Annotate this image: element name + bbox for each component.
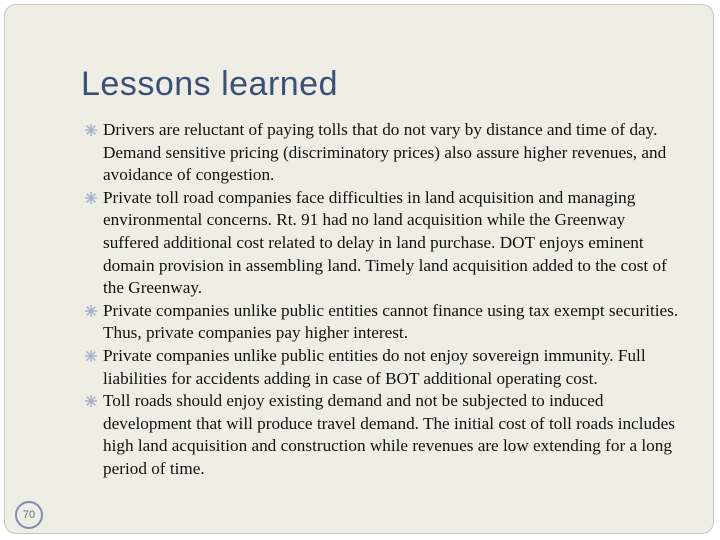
sun-flower-bullet-icon bbox=[85, 395, 97, 407]
sun-flower-bullet-icon bbox=[85, 305, 97, 317]
sun-flower-bullet-icon bbox=[85, 350, 97, 362]
slide bbox=[4, 4, 714, 534]
bullet-list bbox=[85, 119, 685, 481]
sun-flower-bullet-icon bbox=[85, 124, 97, 136]
page-number-badge bbox=[15, 501, 43, 529]
bullet-item bbox=[85, 300, 685, 345]
bullet-text: Private companies unlike public entities cannot finance using tax exempt securities. Thus, private companies pay higher interest. bbox=[103, 300, 679, 343]
page-number: 70 bbox=[22, 509, 36, 521]
bullet-text: Private toll road companies face difficulties in land acquisition and managing environmental concerns. Rt. 91 had no land acquisition while the Greenway suffered additional cost related to delay in land purchase. DOT enjoys eminent domain provision in assembling land. Timely land acquisition added to the cost of the Greenway. bbox=[103, 187, 667, 298]
bullet-item bbox=[85, 119, 685, 187]
bullet-text: Private companies unlike public entities do not enjoy sovereign immunity. Full liabilities for accidents adding in case of BOT additional operating cost. bbox=[103, 345, 646, 388]
bullet-text: Toll roads should enjoy existing demand and not be subjected to induced development that will produce travel demand. The initial cost of toll roads includes high land acquisition and construction while revenues are low extending for a long period of time. bbox=[103, 391, 675, 478]
bullet-text: Drivers are reluctant of paying tolls that do not vary by distance and time of day. Demand sensitive pricing (discriminatory prices) also assure higher revenues, and avoidance of congestion. bbox=[103, 120, 667, 185]
bullet-item bbox=[85, 390, 685, 480]
sun-flower-bullet-icon bbox=[85, 192, 97, 204]
bullet-item bbox=[85, 345, 685, 390]
slide-title: Lessons learned bbox=[81, 65, 339, 103]
bullet-item bbox=[85, 187, 685, 300]
